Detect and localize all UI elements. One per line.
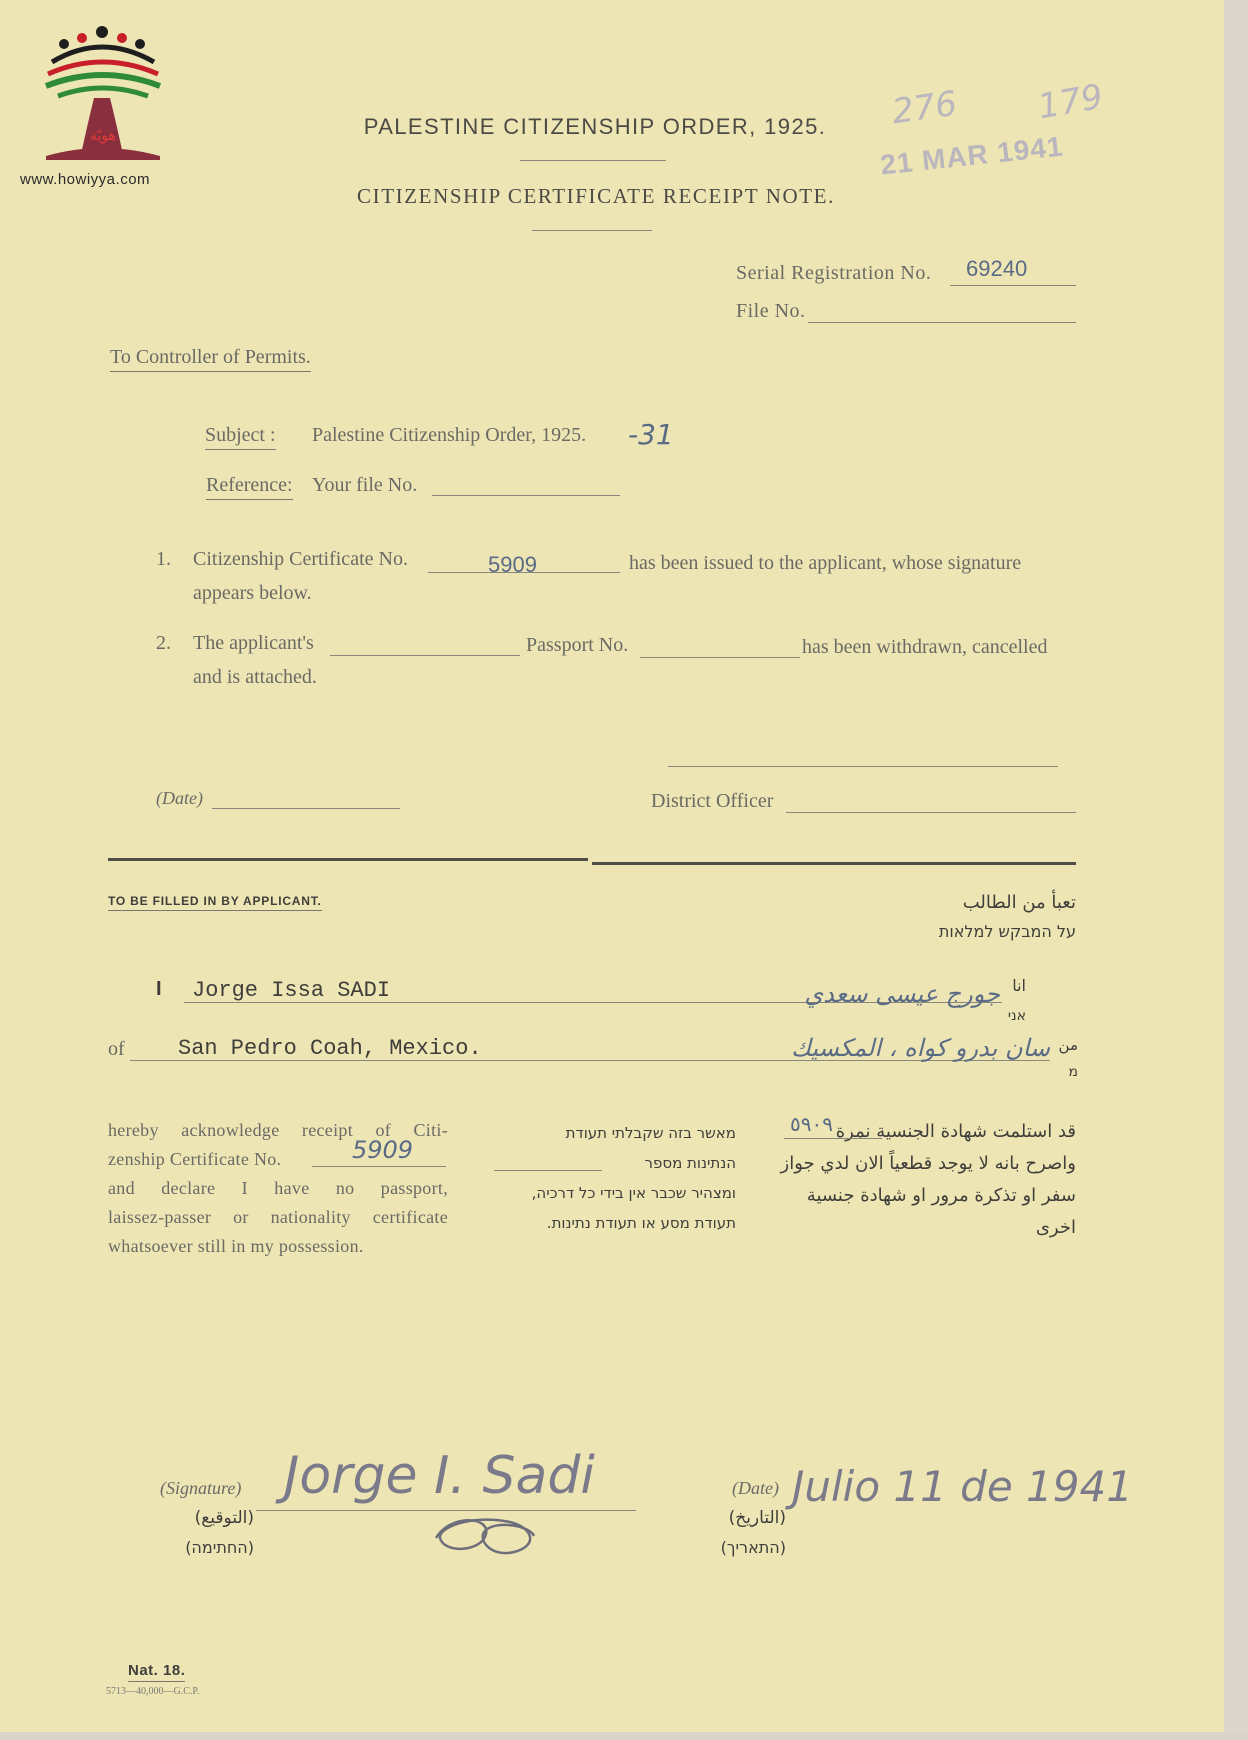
item-1-text-c: appears below. xyxy=(193,582,312,604)
ack-ar-line xyxy=(784,1138,882,1139)
subtitle-rule xyxy=(532,230,652,231)
ack-he-line-4: תעודת מסע או תעודת נתינות. xyxy=(546,1214,736,1232)
applicant-signature: Jorge I. Sadi xyxy=(284,1446,595,1506)
ack-ar-line-1: قد استلمت شهادة الجنسية نمرة xyxy=(835,1121,1076,1142)
section-divider-left xyxy=(108,858,588,861)
ack-ar-line-2: واصرح بانه لا يوجد قطعياً الان لدي جواز xyxy=(780,1153,1076,1174)
applicant-heading-hebrew: על המבקש למלאות xyxy=(938,922,1076,941)
applicant-heading-arabic: تعبأ من الطالب xyxy=(962,892,1076,913)
family-tree-icon xyxy=(38,22,168,182)
print-run: 5713—40,000—G.C.P. xyxy=(106,1686,200,1697)
serial-value: 69240 xyxy=(966,256,1028,281)
ack-he-line-1: מאשר בזה שקבלתי תעודת xyxy=(565,1124,736,1142)
district-officer-line xyxy=(786,812,1076,813)
item-1-text-a: Citizenship Certificate No. xyxy=(193,548,408,570)
reference-label: Reference: xyxy=(206,474,293,500)
stamp-number: 276 xyxy=(889,83,960,133)
subject-text: Palestine Citizenship Order, 1925. xyxy=(312,424,587,446)
officer-sign-line xyxy=(668,766,1058,767)
svg-text:هويّة: هويّة xyxy=(90,128,117,144)
ack-cert-value: 5909 xyxy=(352,1136,414,1164)
scan-edge-right xyxy=(1224,0,1248,1740)
acknowledgement-hebrew xyxy=(490,1118,736,1238)
item-2-line-a xyxy=(330,655,520,656)
item-1-cert-value: 5909 xyxy=(488,552,537,577)
applicant-date-value: Julio 11 de 1941 xyxy=(792,1462,1133,1511)
signature-label: (Signature) xyxy=(160,1478,242,1498)
logo-site-text: www.howiyya.com xyxy=(20,171,151,188)
item-2-line-b xyxy=(640,657,800,658)
addressee: To Controller of Permits. xyxy=(110,346,311,372)
stamp-mark: 179 xyxy=(1035,76,1106,128)
section-divider-right xyxy=(592,862,1076,865)
applicant-name: Jorge Issa SADI xyxy=(192,978,391,1003)
ack-he-line-2: הנתינות מספר xyxy=(644,1154,736,1172)
howiyya-logo xyxy=(38,22,168,182)
ack-en-line-5: whatsoever still in my possession. xyxy=(108,1236,364,1256)
ack-en-line-4: laissez-passer or nationality certificate xyxy=(108,1207,448,1227)
ack-en-line-1: hereby acknowledge receipt of Citi- xyxy=(108,1120,448,1140)
serial-label: Serial Registration No. xyxy=(736,262,932,284)
document-subtitle: CITIZENSHIP CERTIFICATE RECEIPT NOTE. xyxy=(357,184,835,208)
subject-handwritten: -31 xyxy=(628,418,674,451)
of-label: of xyxy=(108,1038,125,1060)
ack-arabic-value: ٥٩٠٩ xyxy=(790,1112,833,1136)
ack-he-line xyxy=(494,1170,602,1171)
item-2-number: 2. xyxy=(156,632,171,654)
ack-cert-line xyxy=(312,1166,446,1167)
ana-hebrew: אני xyxy=(1007,1008,1026,1024)
applicant-date-label-hebrew: (התאריך) xyxy=(720,1538,786,1557)
signature-flourish-icon xyxy=(430,1508,542,1558)
title-rule xyxy=(520,160,666,161)
ana-arabic: انا xyxy=(1012,976,1026,995)
document-title: PALESTINE CITIZENSHIP ORDER, 1925. xyxy=(363,114,827,139)
item-2-text-a: The applicant's xyxy=(193,632,314,654)
file-line xyxy=(808,322,1076,323)
ack-ar-line-3: سفر او تذكرة مرور او شهادة جنسية اخرى xyxy=(806,1185,1076,1238)
applicant-name-arabic: جورج عيسى سعدي xyxy=(804,980,1000,1008)
applicant-place-arabic: سان بدرو كواه ، المكسيك xyxy=(791,1034,1050,1062)
ack-he-line-3: ומצהיר שכבר אין בידי כל דרכיה, xyxy=(531,1184,736,1202)
item-2-text-b: Passport No. xyxy=(526,634,629,656)
serial-line xyxy=(950,285,1076,286)
stamp-date: 21 MAR 1941 xyxy=(878,130,1065,181)
item-2-text-c: has been withdrawn, cancelled xyxy=(802,636,1048,658)
scan-edge-bottom xyxy=(0,1732,1248,1740)
ack-en-line-2: zenship Certificate No. xyxy=(108,1149,282,1169)
officer-date-label: (Date) xyxy=(156,788,203,808)
item-1-text-b: has been issued to the applicant, whose signature xyxy=(629,552,1022,574)
signature-label-arabic: (التوقيع) xyxy=(194,1508,254,1528)
reference-text: Your file No. xyxy=(312,474,418,496)
applicant-i-label: I xyxy=(156,978,162,1000)
min-arabic: من xyxy=(1058,1036,1078,1054)
form-number: Nat. 18. xyxy=(128,1662,185,1682)
applicant-date-label-arabic: (التاريخ) xyxy=(728,1508,786,1528)
reference-line xyxy=(432,495,620,496)
ack-en-line-3: and declare I have no passport, xyxy=(108,1178,448,1198)
applicant-date-label: (Date) xyxy=(732,1478,779,1498)
signature-label-hebrew: (החתימה) xyxy=(185,1538,254,1557)
item-1-number: 1. xyxy=(156,548,171,570)
district-officer-label: District Officer xyxy=(651,790,774,812)
applicant-place: San Pedro Coah, Mexico. xyxy=(178,1036,482,1061)
officer-date-line xyxy=(212,808,400,809)
applicant-heading: TO BE FILLED IN BY APPLICANT. xyxy=(108,894,322,911)
subject-label: Subject : xyxy=(205,424,276,450)
file-label: File No. xyxy=(736,300,806,322)
min-hebrew: מ xyxy=(1068,1064,1078,1080)
item-2-text-d: and is attached. xyxy=(193,666,317,688)
